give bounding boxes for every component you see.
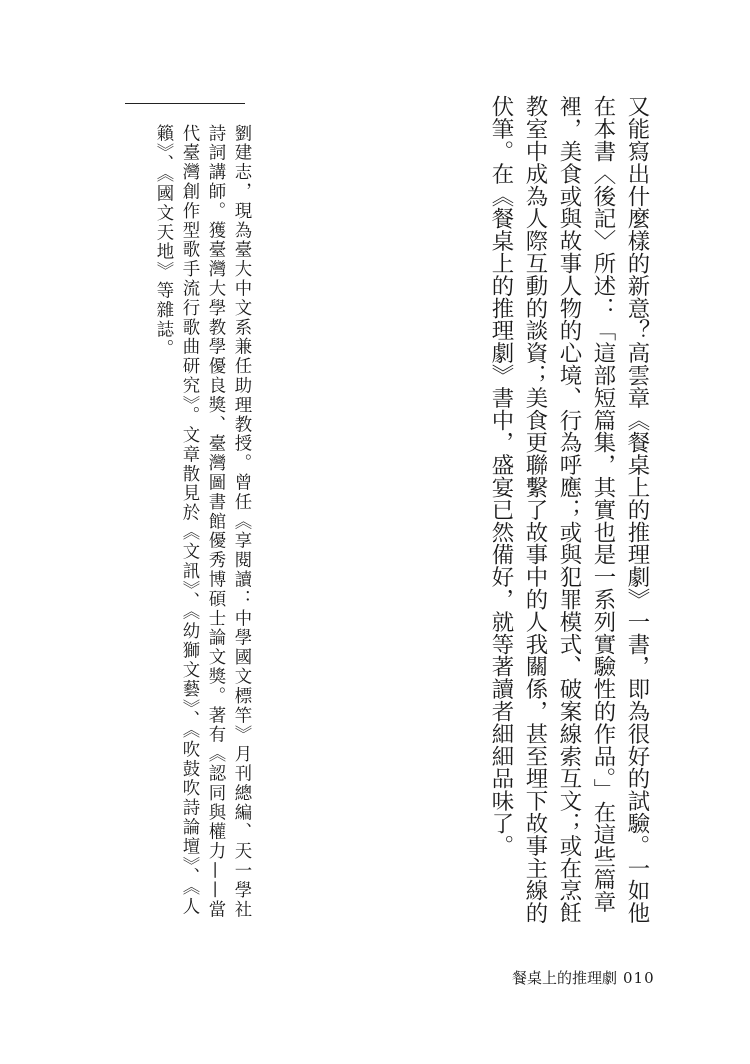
page-number: 010 (623, 969, 655, 987)
running-head-title: 餐桌上的推理劇 (512, 969, 618, 987)
main-paragraph: 又能寫出什麼樣的新意？高雲章《餐桌上的推理劇》一書，即為很好的試驗。一如他在本書〈後記〉所述：「這部短篇集，其實也是一系列實驗性的作品。」在這些篇章裡，美食或與故事人物的心境、行為呼應；或與犯罪模式、破案線索互文；或在烹飪教室中成為人際互動的談資；美食更聯繫了故事中的人我關係，甚至埋下故事主線的伏筆。在《餐桌上的推理劇》書中，盛宴已然備好，就等著讀者細細品味了。 (488, 95, 650, 924)
main-text-column (382, 95, 654, 945)
author-bio (119, 124, 254, 930)
author-bio-paragraph: 劉建志，現為臺大中文系兼任助理教授。曾任《享閱讀：中學國文標竿》月刊總編、天一學社詩詞講師。獲臺灣大學教學優良獎、臺灣圖書館優秀博碩士論文獎。著有《認同與權力——當代臺灣創作型歌手流行歌曲研究》。文章散見於《文訊》、《幼獅文藝》、《吹鼓吹詩論壇》、《人籟》、《國文天地》等雜誌。 (153, 124, 251, 920)
bio-divider (125, 103, 245, 104)
page-footer (512, 967, 655, 988)
